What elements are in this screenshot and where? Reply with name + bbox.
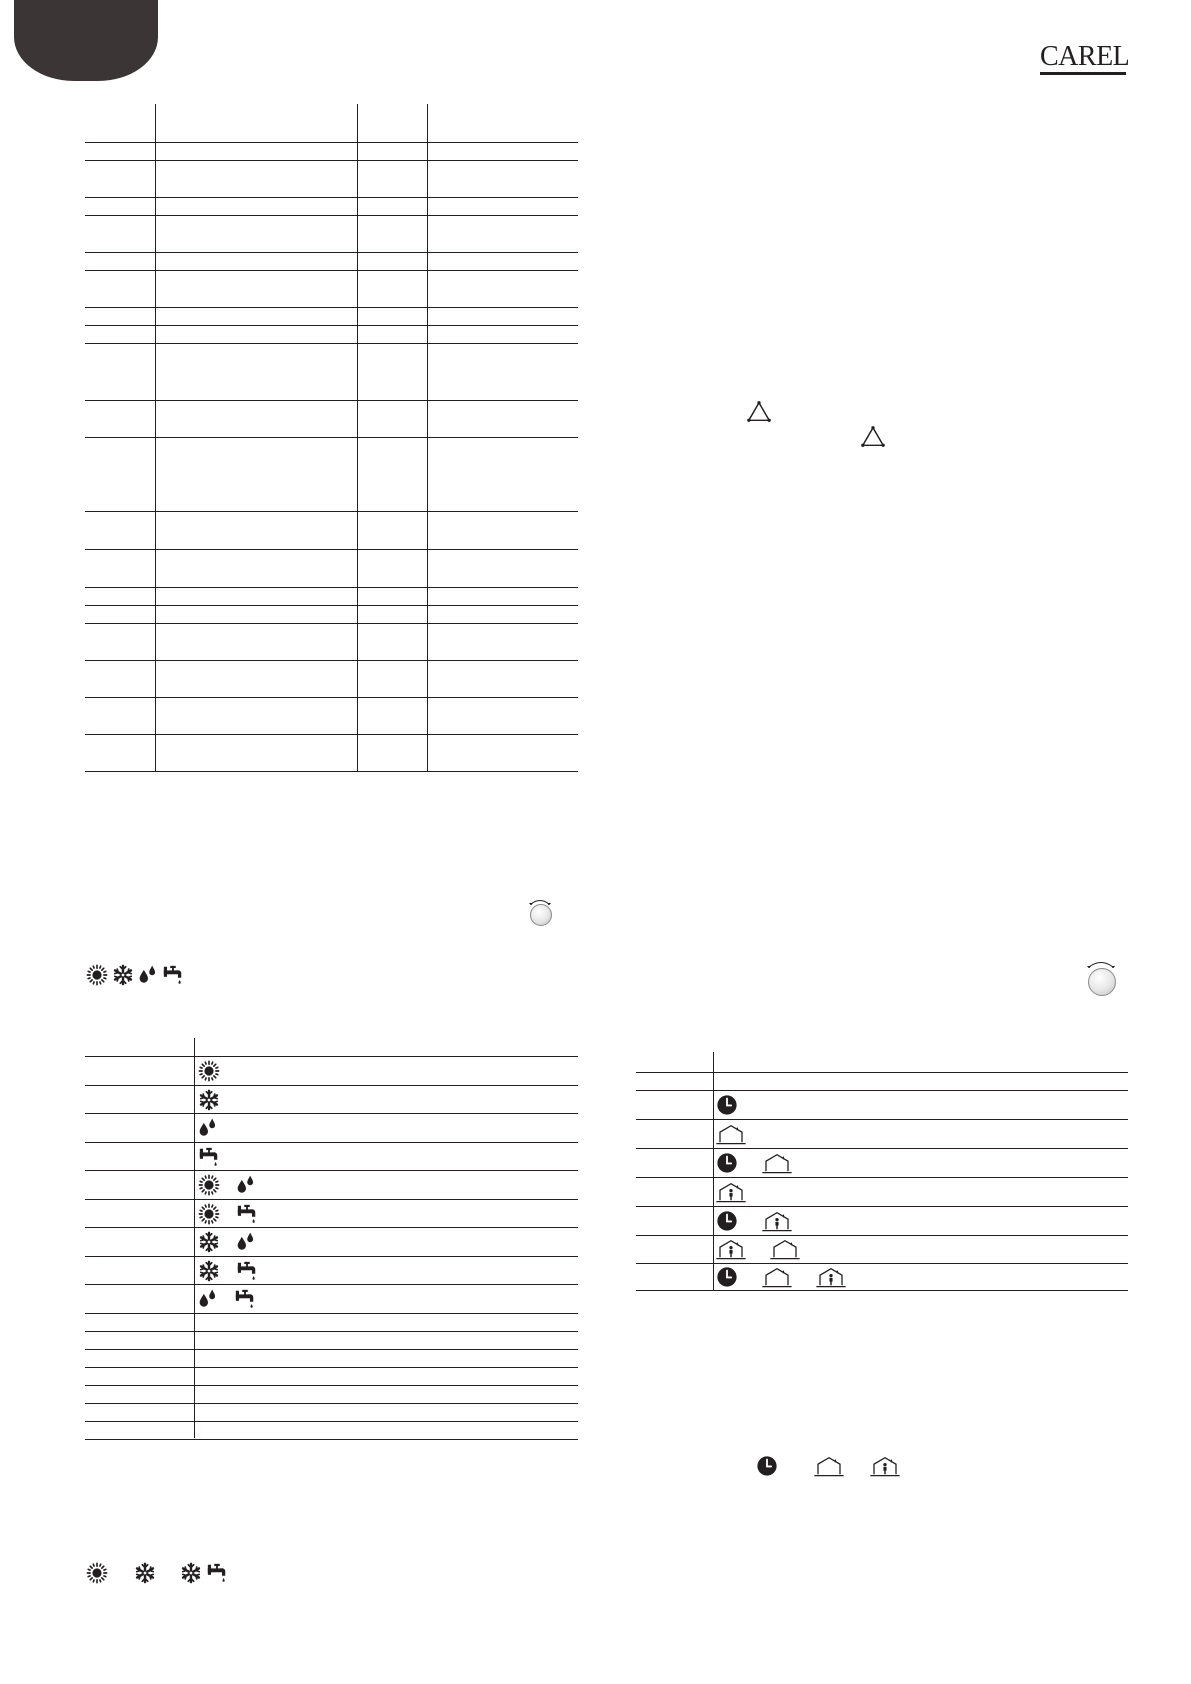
clock-icon [716, 1210, 738, 1232]
table-rule [636, 1148, 1128, 1149]
table-column-rule [357, 104, 358, 771]
sun-icon [86, 964, 108, 986]
table-rule [85, 660, 578, 661]
rotary-knob-small[interactable] [530, 904, 552, 926]
house-icon [762, 1152, 792, 1174]
tap-icon [162, 964, 184, 986]
triangle-icon [746, 400, 772, 424]
table-rule [85, 697, 578, 698]
table-rule [636, 1235, 1128, 1236]
tap-icon [236, 1203, 258, 1225]
table-rule [85, 511, 578, 512]
table-rule [85, 307, 578, 308]
tap-icon [198, 1146, 220, 1168]
clock-icon [716, 1152, 738, 1174]
table-column-rule [155, 104, 156, 771]
table-rule [85, 587, 578, 588]
sun-icon [86, 1562, 108, 1584]
table-rule [636, 1177, 1128, 1178]
table-rule [85, 1199, 578, 1200]
table-rule [85, 325, 578, 326]
table-rule [85, 252, 578, 253]
table-rule [85, 160, 578, 161]
table-rule [85, 400, 578, 401]
house-person-icon [870, 1455, 900, 1477]
carel-logo [1040, 41, 1130, 75]
table-rule [636, 1119, 1128, 1120]
snowflake-icon [134, 1562, 156, 1584]
house-icon [762, 1266, 792, 1288]
snowflake-icon [198, 1260, 220, 1282]
snowflake-icon [198, 1231, 220, 1253]
tap-icon [206, 1562, 228, 1584]
house-person-icon [816, 1266, 846, 1288]
tap-icon [234, 1288, 256, 1310]
drops-icon [236, 1231, 256, 1251]
table-rule [636, 1090, 1128, 1091]
table-column-rule [713, 1052, 714, 1290]
table-rule [85, 1056, 578, 1057]
drops-icon [198, 1288, 218, 1308]
clock-icon [716, 1266, 738, 1288]
table-rule [85, 734, 578, 735]
clock-icon [756, 1455, 778, 1477]
table-rule [85, 1349, 578, 1350]
table-rule [85, 1284, 578, 1285]
clock-icon [716, 1094, 738, 1116]
sun-icon [198, 1060, 220, 1082]
table-rule [85, 1367, 578, 1368]
table-rule [85, 197, 578, 198]
table-rule [85, 270, 578, 271]
house-icon [814, 1455, 844, 1477]
table-rule [85, 1142, 578, 1143]
house-person-icon [716, 1181, 746, 1203]
table-rule [85, 1256, 578, 1257]
house-person-icon [716, 1238, 746, 1260]
sun-icon [198, 1174, 220, 1196]
rotary-knob-large[interactable] [1088, 968, 1116, 996]
tap-icon [236, 1260, 258, 1282]
table-rule [636, 1206, 1128, 1207]
snowflake-icon [112, 964, 134, 986]
table-rule [636, 1290, 1128, 1291]
table-rule [85, 1313, 578, 1314]
snowflake-icon [180, 1562, 202, 1584]
triangle-icon [860, 425, 886, 449]
table-rule [85, 1085, 578, 1086]
drops-icon [138, 964, 158, 984]
table-rule [85, 1439, 578, 1440]
logo-underline [1040, 72, 1126, 75]
table-rule [85, 605, 578, 606]
house-icon [770, 1238, 800, 1260]
sun-icon [198, 1203, 220, 1225]
table-rule [85, 215, 578, 216]
table-rule [85, 1385, 578, 1386]
table-rule [85, 142, 578, 143]
table-rule [85, 437, 578, 438]
table-column-rule [427, 104, 428, 771]
table-rule [85, 623, 578, 624]
table-rule [85, 1113, 578, 1114]
knob-rotate-arrow-icon [528, 897, 552, 905]
header-tab [14, 0, 158, 81]
table-rule [85, 1403, 578, 1404]
house-icon [716, 1123, 746, 1145]
table-rule [85, 1170, 578, 1171]
table-rule [85, 1421, 578, 1422]
table-rule [85, 1227, 578, 1228]
table-rule [636, 1263, 1128, 1264]
table-rule [636, 1072, 1128, 1073]
house-person-icon [762, 1210, 792, 1232]
table-rule [85, 1331, 578, 1332]
table-column-rule [194, 1038, 195, 1438]
knob-rotate-arrow-icon [1086, 958, 1116, 968]
snowflake-icon [198, 1089, 220, 1111]
table-rule [85, 549, 578, 550]
drops-icon [236, 1174, 256, 1194]
logo-text: CAREL [1040, 41, 1130, 72]
table-rule [85, 771, 578, 772]
drops-icon [198, 1117, 218, 1137]
table-rule [85, 343, 578, 344]
